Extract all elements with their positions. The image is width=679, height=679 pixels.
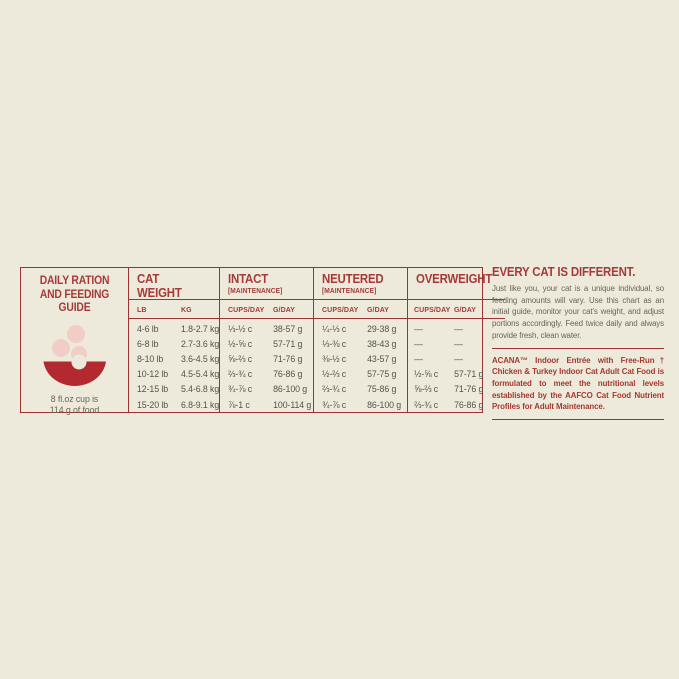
neutered-cell: ⅔-¾ c: [322, 384, 347, 395]
cat-weight-header: [129, 268, 219, 300]
cat-weight-subheader: [129, 300, 219, 319]
overweight-cell: —: [414, 353, 423, 364]
overweight-cell: ⅔-¾ c: [414, 399, 439, 410]
table-row: [129, 397, 219, 412]
table-row: [314, 351, 407, 366]
overweight-cell: —: [454, 323, 463, 334]
neutered-cell: ¾-⅞ c: [322, 399, 347, 410]
overweight-title: OVERWEIGHT: [416, 271, 493, 286]
table-row: [220, 321, 313, 336]
neutered-rows: [314, 319, 407, 412]
weight-cell: 15-20 lb: [137, 399, 168, 410]
neutered-cell: 43-57 g: [367, 353, 397, 364]
overweight-g-label: G/DAY: [454, 304, 477, 314]
intact-rows: [220, 319, 313, 412]
lb-column-label: LB: [137, 304, 147, 314]
daily-ration-title-line2: AND FEEDING GUIDE: [39, 288, 110, 314]
table-row: [220, 397, 313, 412]
daily-ration-panel: [21, 268, 129, 415]
table-row: [129, 321, 219, 336]
table-row: [220, 382, 313, 397]
table-row: [408, 397, 505, 412]
intact-cell: 76-86 g: [273, 369, 303, 380]
daily-ration-title: [26, 275, 122, 316]
neutered-subheader: [314, 300, 407, 319]
column-cat-weight: [129, 268, 219, 412]
neutered-title: NEUTERED: [322, 271, 384, 286]
overweight-cell: —: [414, 338, 423, 349]
neutered-cell: ⅓-⅜ c: [322, 338, 347, 349]
intact-subtitle: [MAINTENANCE]: [228, 286, 283, 295]
info-body-text: Just like you, your cat is a unique individual, so feeding amounts will vary. Use this chart as an initial guide, monitor your cat's weight, and adjust portions accordingly. Feed twice daily and always provide fresh, clean water.: [492, 284, 664, 340]
column-intact: [219, 268, 313, 412]
neutered-g-label: G/DAY: [367, 304, 390, 314]
intact-cell: 71-76 g: [273, 353, 303, 364]
neutered-cell: ½-⅔ c: [322, 369, 347, 380]
neutered-cell: ⅜-½ c: [322, 353, 347, 364]
info-heading: EVERY CAT IS DIFFERENT.: [492, 264, 636, 279]
table-row: [314, 336, 407, 351]
food-bowl-icon: [42, 321, 108, 391]
overweight-subheader: [408, 300, 505, 319]
weight-cell: 6-8 lb: [137, 338, 159, 349]
overweight-cups-label: CUPS/DAY: [414, 304, 451, 314]
intact-cell: ⅞-1 c: [228, 399, 250, 410]
table-row: [408, 367, 505, 382]
neutered-cell: 29-38 g: [367, 323, 397, 334]
neutered-cell: 86-100 g: [367, 399, 402, 410]
divider-rule-top: [492, 348, 664, 349]
table-row: [314, 367, 407, 382]
cat-weight-title-line2: WEIGHT: [137, 285, 182, 300]
table-row: [129, 351, 219, 366]
table-row: [129, 336, 219, 351]
column-overweight: [407, 268, 505, 412]
neutered-subtitle: [MAINTENANCE]: [322, 286, 377, 295]
info-panel: [492, 264, 664, 426]
intact-title: INTACT: [228, 271, 269, 286]
table-row: [129, 367, 219, 382]
weight-cell: 4.5-5.4 kg: [181, 369, 220, 380]
overweight-cell: 57-71 g: [454, 369, 484, 380]
intact-cell: ⅝-⅔ c: [228, 353, 253, 364]
overweight-cell: —: [414, 323, 423, 334]
neutered-cell: 38-43 g: [367, 338, 397, 349]
cup-note-line1: 8 fl.oz cup is: [50, 393, 99, 404]
intact-cell: 100-114 g: [273, 399, 312, 410]
overweight-cell: 76-86 g: [454, 399, 484, 410]
table-row: [314, 397, 407, 412]
table-row: [408, 382, 505, 397]
intact-cell: ⅔-¾ c: [228, 369, 253, 380]
intact-cell: ½-⅝ c: [228, 338, 253, 349]
cat-weight-rows: [129, 319, 219, 412]
table-row: [314, 321, 407, 336]
weight-cell: 8-10 lb: [137, 353, 164, 364]
weight-cell: 10-12 lb: [137, 369, 168, 380]
weight-cell: 3.6-4.5 kg: [181, 353, 220, 364]
cup-note-line2: 114 g of food: [49, 405, 100, 415]
intact-cell: ¾-⅞ c: [228, 384, 253, 395]
intact-cell: ⅓-½ c: [228, 323, 253, 334]
weight-cell: 12-15 lb: [137, 384, 168, 395]
neutered-cell: ¼-⅓ c: [322, 323, 347, 334]
neutered-cups-label: CUPS/DAY: [322, 304, 359, 314]
neutered-header: [314, 268, 407, 300]
table-row: [408, 321, 505, 336]
daily-ration-title-line1: DAILY RATION: [39, 275, 110, 287]
overweight-cell: —: [454, 353, 463, 364]
kg-column-label: KG: [181, 304, 192, 314]
column-neutered: [313, 268, 407, 412]
table-row: [129, 382, 219, 397]
formulation-statement: ACANA™ Indoor Entrée with Free-Run† Chicken & Turkey Indoor Cat Adult Cat Food is formulated to meet the nutritional levels established by the AAFCO Cat Food Nutrient Profiles for Adult Maintenance.: [492, 355, 664, 412]
cat-weight-title-line1: CAT: [137, 271, 160, 286]
overweight-cell: ½-⅝ c: [414, 369, 439, 380]
overweight-rows: [408, 319, 505, 412]
table-row: [408, 336, 505, 351]
intact-g-label: G/DAY: [273, 304, 296, 314]
intact-cups-label: CUPS/DAY: [228, 304, 265, 314]
overweight-cell: ⅝-⅔ c: [414, 384, 439, 395]
table-row: [314, 382, 407, 397]
intact-subheader: [220, 300, 313, 319]
overweight-header: [408, 268, 505, 300]
weight-cell: 1.8-2.7 kg: [181, 323, 220, 334]
overweight-cell: 71-76 g: [454, 384, 484, 395]
cup-conversion-note: [50, 394, 99, 417]
weight-cell: 6.8-9.1 kg: [181, 399, 220, 410]
weight-cell: 5.4-6.8 kg: [181, 384, 220, 395]
overweight-cell: —: [454, 338, 463, 349]
divider-rule-bottom: [492, 419, 664, 420]
table-row: [220, 367, 313, 382]
neutered-cell: 75-86 g: [367, 384, 397, 395]
intact-header: [220, 268, 313, 300]
neutered-cell: 57-75 g: [367, 369, 397, 380]
weight-cell: 4-6 lb: [137, 323, 159, 334]
intact-cell: 86-100 g: [273, 384, 308, 395]
table-row: [408, 351, 505, 366]
table-row: [220, 336, 313, 351]
intact-cell: 38-57 g: [273, 323, 303, 334]
feeding-guide-table: [20, 267, 493, 415]
table-row: [220, 351, 313, 366]
weight-cell: 2.7-3.6 kg: [181, 338, 220, 349]
intact-cell: 57-71 g: [273, 338, 303, 349]
